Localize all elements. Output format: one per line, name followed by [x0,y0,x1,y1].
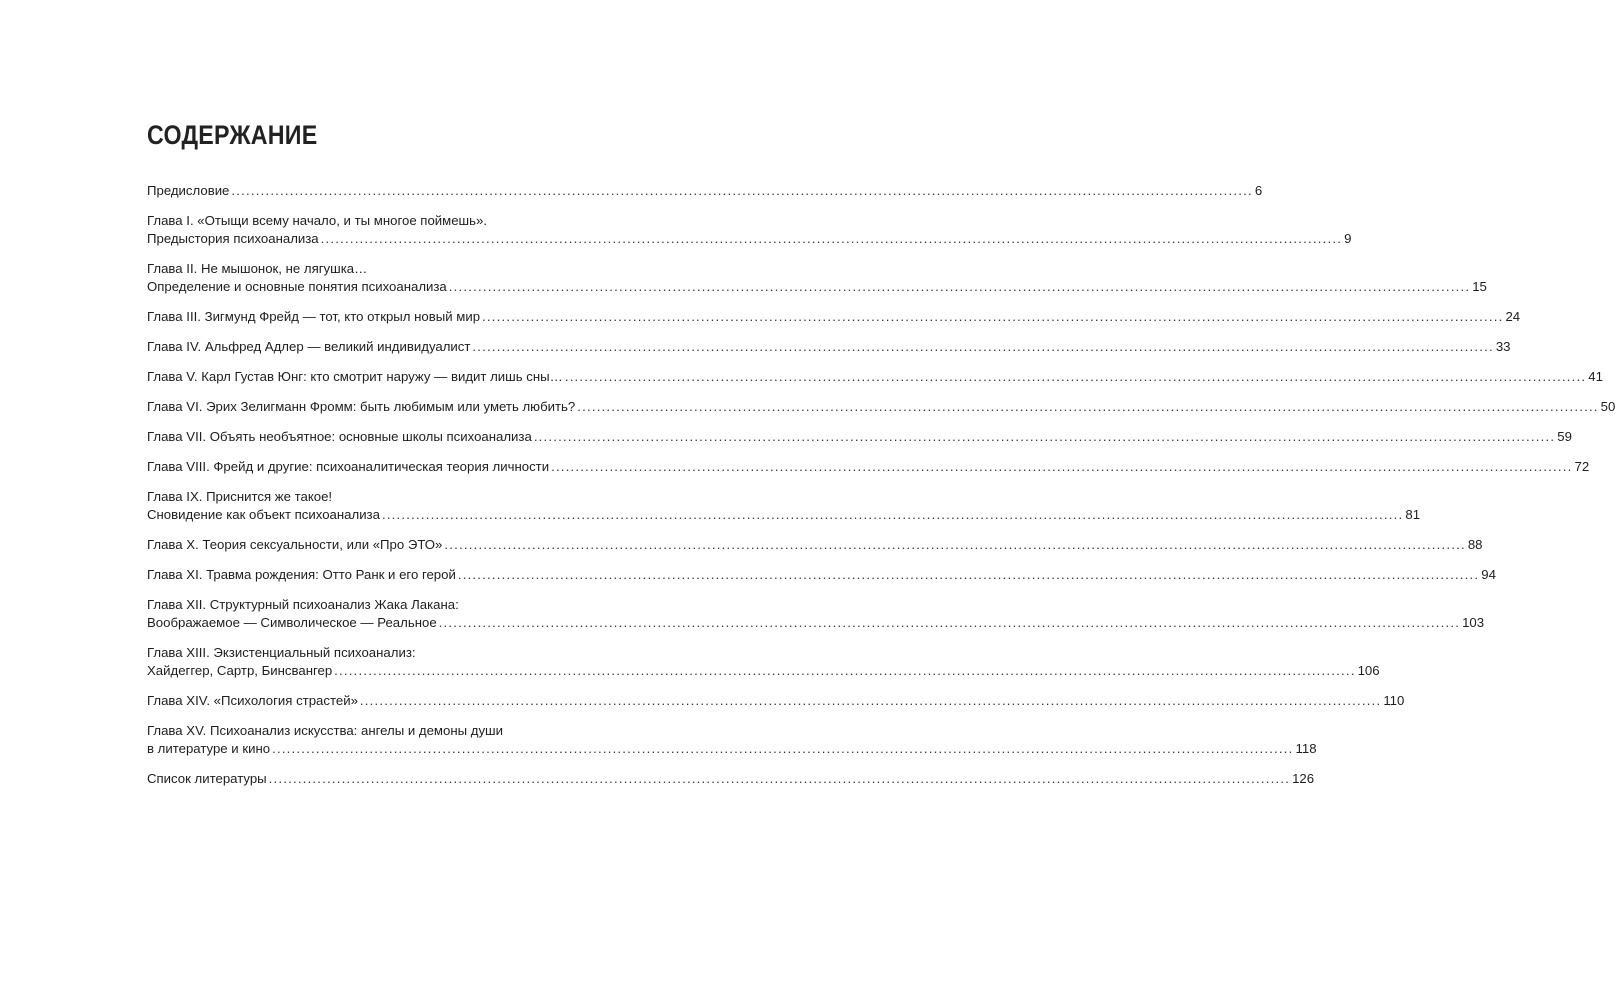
toc-entry[interactable] [147,596,1485,632]
dot-leader: .................................................................................................................................................................................................................. [457,567,1480,582]
toc-page-number: 24 [1505,309,1521,324]
toc-entry-last-line [147,338,1511,356]
toc-page-number: 88 [1467,537,1483,552]
toc-entry-last-line [147,662,1380,680]
toc-entry[interactable] [147,566,1496,584]
toc-entry-last-line [147,278,1487,296]
toc-page-number: 110 [1383,693,1405,708]
toc-entry-last-line [147,506,1421,524]
toc-entry-line: Глава XII. Структурный психоанализ Жака Лакана: [147,597,459,612]
toc-entry-text: Определение и основные понятия психоанализа [147,279,447,294]
dot-leader: .................................................................................................................................................................................................................. [334,663,1356,678]
toc-entry[interactable] [147,770,1315,788]
dot-leader: .................................................................................................................................................................................................................. [438,615,1461,630]
dot-leader: .................................................................................................................................................................................................................. [577,399,1599,414]
dot-leader: .................................................................................................................................................................................................................. [381,507,1404,522]
toc-entry-last-line [147,398,1615,416]
toc-entry-line: Глава XIII. Экзистенциальный психоанализ: [147,645,416,660]
table-of-contents [147,182,1615,788]
toc-page-number: 118 [1295,741,1317,756]
toc-page-number: 72 [1574,459,1590,474]
toc-entry-text: Глава XI. Травма рождения: Отто Ранк и его герой [147,567,456,582]
toc-entry-text: Сновидение как объект психоанализа [147,507,380,522]
toc-entry-text: Глава VIII. Фрейд и другие: психоаналитическая теория личности [147,459,550,474]
toc-page-number: 15 [1472,279,1487,294]
dot-leader: .................................................................................................................................................................................................................. [320,231,1343,246]
toc-entry-text: Список литературы [147,771,267,786]
toc-entry-last-line [147,692,1405,710]
toc-page-number: 126 [1292,771,1315,786]
dot-leader: .................................................................................................................................................................................................................. [448,279,1471,294]
toc-entry-text: Глава IV. Альфред Адлер — великий индивидуалист [147,339,471,354]
toc-entry[interactable] [147,722,1317,758]
toc-entry-text: в литературе и кино [147,741,271,756]
toc-entry-last-line [147,182,1263,200]
toc-entry-text: Предыстория психоанализа [147,231,319,246]
toc-page-number: 33 [1495,339,1511,354]
toc-entry-last-line [147,740,1317,758]
toc-entry[interactable] [147,368,1603,386]
dot-leader: .................................................................................................................................................................................................................. [272,741,1294,756]
dot-leader: .................................................................................................................................................................................................................. [472,339,1494,354]
toc-entry[interactable] [147,488,1421,524]
toc-entry-last-line [147,614,1485,632]
page-title: СОДЕРЖАНИЕ [147,120,318,150]
toc-entry-text: Хайдеггер, Сартр, Бинсвангер [147,663,333,678]
toc-entry-last-line [147,428,1572,446]
toc-entry-line: Глава IX. Приснится же такое! [147,489,333,504]
toc-entry-text: Предисловие [147,183,230,198]
toc-entry[interactable] [147,212,1352,248]
toc-entry[interactable] [147,428,1572,446]
toc-page-number: 6 [1254,183,1263,198]
toc-entry-last-line [147,230,1352,248]
toc-entry-text: Глава XIV. «Психология страстей» [147,693,358,708]
toc-entry-line: Глава I. «Отыщи всему начало, и ты многое поймешь». [147,213,488,228]
toc-entry[interactable] [147,458,1590,476]
toc-entry-text: Глава III. Зигмунд Фрейд — тот, кто открыл новый мир [147,309,481,324]
toc-page-number: 50 [1600,399,1615,414]
toc-entry-text: Глава V. Карл Густав Юнг: кто смотрит наружу — видит лишь сны… [147,369,563,384]
toc-entry-last-line [147,536,1483,554]
toc-entry-last-line [147,368,1603,386]
toc-entry[interactable] [147,398,1615,416]
toc-entry-text: Глава X. Теория сексуальности, или «Про ЭТО» [147,537,443,552]
toc-page-number: 9 [1344,231,1352,246]
toc-entry[interactable] [147,536,1483,554]
toc-page-number: 94 [1481,567,1496,582]
toc-entry-last-line [147,770,1315,788]
toc-entry[interactable] [147,182,1263,200]
toc-entry[interactable] [147,338,1511,356]
toc-entry-text: Воображаемое — Символическое — Реальное [147,615,437,630]
dot-leader: .................................................................................................................................................................................................................. [444,537,1466,552]
toc-entry[interactable] [147,308,1521,326]
toc-entry[interactable] [147,260,1487,296]
toc-entry-last-line [147,458,1590,476]
dot-leader: .................................................................................................................................................................................................................. [564,369,1587,384]
toc-entry[interactable] [147,692,1405,710]
toc-page-number: 59 [1557,429,1572,444]
toc-entry-line: Глава II. Не мышонок, не лягушка… [147,261,368,276]
toc-entry-last-line [147,566,1496,584]
toc-page-number: 41 [1588,369,1603,384]
dot-leader: .................................................................................................................................................................................................................. [268,771,1291,786]
toc-entry-last-line [147,308,1521,326]
toc-entry-text: Глава VII. Объять необъятное: основные школы психоанализа [147,429,532,444]
toc-page-number: 103 [1462,615,1485,630]
toc-entry[interactable] [147,644,1380,680]
dot-leader: .................................................................................................................................................................................................................. [359,693,1382,708]
dot-leader: .................................................................................................................................................................................................................. [533,429,1556,444]
toc-page-number: 81 [1405,507,1421,522]
toc-entry-text: Глава VI. Эрих Зелигманн Фромм: быть любимым или уметь любить? [147,399,576,414]
dot-leader: .................................................................................................................................................................................................................. [551,459,1573,474]
dot-leader: .................................................................................................................................................................................................................. [482,309,1504,324]
dot-leader: .................................................................................................................................................................................................................. [231,183,1253,198]
toc-entry-line: Глава XV. Психоанализ искусства: ангелы и демоны души [147,723,503,738]
toc-page-number: 106 [1357,663,1380,678]
